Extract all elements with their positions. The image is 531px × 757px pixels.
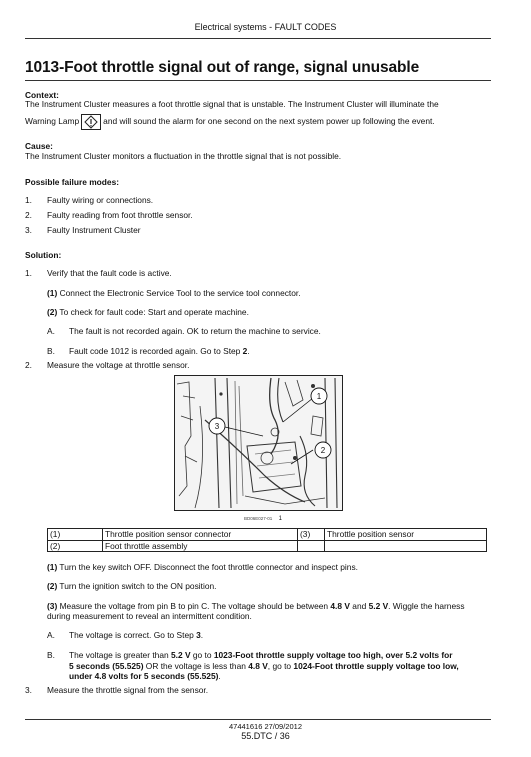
callout-1: 1 xyxy=(316,392,322,401)
cause-label: Cause: xyxy=(25,141,53,151)
failure-modes-label: Possible failure modes: xyxy=(25,177,120,187)
callout-2: 2 xyxy=(320,446,326,455)
legend-desc xyxy=(325,540,487,552)
figure-legend-table xyxy=(47,528,487,552)
callout-3: 3 xyxy=(214,422,220,431)
context-line2-b: and will sound the alarm for one second on the next system power up following the event. xyxy=(103,116,435,127)
legend-desc: Throttle position sensor xyxy=(325,529,487,541)
step-1-substep-2: (2) To check for fault code: Start and operate machine. xyxy=(47,307,249,317)
context-line2 xyxy=(25,114,495,130)
warning-lamp-icon xyxy=(81,114,101,130)
title-rule xyxy=(25,80,491,81)
header-rule xyxy=(25,38,491,39)
figure-drawing xyxy=(175,376,342,510)
footer-doc-id: 47441616 27/09/2012 xyxy=(229,722,302,731)
figure-code: BD06E027-01 xyxy=(244,516,273,521)
context-line1: The Instrument Cluster measures a foot throttle signal that is unstable. The Instrument Cluster will illuminate the xyxy=(25,99,439,109)
legend-desc: Throttle position sensor connector xyxy=(103,529,298,541)
table-row xyxy=(48,540,487,552)
page-number: 55.DTC / 36 xyxy=(241,731,290,741)
context-line2-a: Warning Lamp xyxy=(25,116,80,127)
page-title: 1013-Foot throttle signal out of range, signal unusable xyxy=(25,59,420,76)
step-1: 1. Verify that the fault code is active. xyxy=(25,268,172,278)
legend-desc: Foot throttle assembly xyxy=(103,540,298,552)
step-1-substep-1: (1) Connect the Electronic Service Tool to the service tool connector. xyxy=(47,288,301,298)
step-2-substep-2: (2) Turn the ignition switch to the ON position. xyxy=(47,581,217,591)
legend-key: (3) xyxy=(298,529,325,541)
step-2-substep-1: (1) Turn the key switch OFF. Disconnect the foot throttle connector and inspect pins. xyxy=(47,562,358,572)
legend-key: (1) xyxy=(48,529,103,541)
step-2-option-b: B. The voltage is greater than 5.2 V go to 1023-Foot throttle supply voltage too high, over 5.2 volts for 5 seconds (55.525) OR the voltage is less than 4.8 V, go to 1024-Foot throttle supply voltage too low, under 4.8 volts for 5 seconds (55.525). xyxy=(47,650,459,681)
solution-label: Solution: xyxy=(25,250,62,260)
figure-caption xyxy=(244,512,282,524)
list-item: 1. Faulty wiring or connections. xyxy=(25,195,154,205)
step-2-substep-3: (3) Measure the voltage from pin B to pin C. The voltage should be between 4.8 V and 5.2 V. Wiggle the harness xyxy=(47,601,465,611)
step-2-substep-3-cont: during measurement to reveal an intermittent condition. xyxy=(47,611,252,621)
step-3: 3. Measure the throttle signal from the sensor. xyxy=(25,685,209,695)
cause-text: The Instrument Cluster monitors a fluctuation in the throttle signal that is not possible. xyxy=(25,151,342,161)
list-item: 2. Faulty reading from foot throttle sensor. xyxy=(25,210,193,220)
running-header: Electrical systems - FAULT CODES xyxy=(194,22,337,32)
step-2-option-a: A. The voltage is correct. Go to Step 3. xyxy=(47,630,204,640)
step-2: 2. Measure the voltage at throttle sensor. xyxy=(25,360,190,370)
step-1-option-a: A. The fault is not recorded again. OK to return the machine to service. xyxy=(47,326,321,336)
figure-number: 1 xyxy=(278,516,282,522)
context-label: Context: xyxy=(25,90,59,100)
list-item: 3. Faulty Instrument Cluster xyxy=(25,225,141,235)
throttle-sensor-figure xyxy=(174,375,343,511)
table-row xyxy=(48,529,487,541)
legend-key xyxy=(298,540,325,552)
step-1-option-b: B. Fault code 1012 is recorded again. Go to Step 2. xyxy=(47,346,250,356)
legend-key: (2) xyxy=(48,540,103,552)
footer-rule xyxy=(25,719,491,720)
